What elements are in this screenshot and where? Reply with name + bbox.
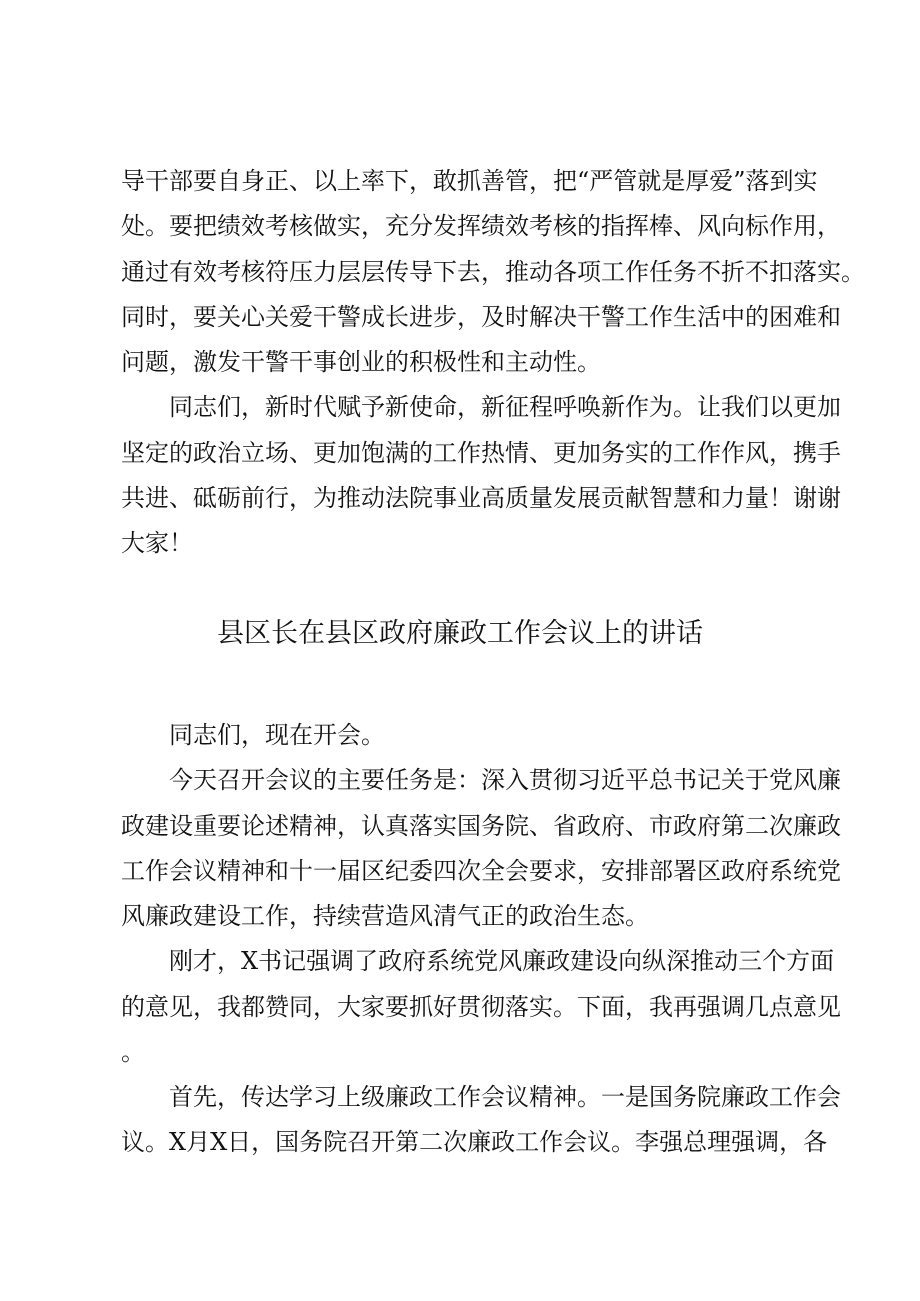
paragraph-line: 首先，传达学习上级廉政工作会议精神。一是国务院廉政工作会 (169, 1083, 841, 1111)
paragraph-line: 风廉政建设工作，持续营造风清气正的政治生态。 (121, 902, 649, 930)
paragraph-line: 坚定的政治立场、更加饱满的工作热情、更加务实的工作作风，携手 (121, 439, 841, 467)
paragraph-line: 同时，要关心关爱干警成长进步，及时解决干警工作生活中的困难和 (121, 303, 841, 331)
paragraph-line: 问题，激发干警干事创业的积极性和主动性。 (121, 348, 601, 376)
paragraph-line: 同志们，新时代赋予新使命，新征程呼唤新作为。让我们以更加 (169, 393, 841, 421)
paragraph-line: 刚才，X书记强调了政府系统党风廉政建设向纵深推动三个方面 (169, 947, 835, 975)
paragraph-line: 通过有效考核符压力层层传导下去，推动各项工作任务不折不扣落实。 (121, 258, 865, 286)
paragraph-line: 同志们，现在开会。 (169, 721, 385, 749)
paragraph-line: 议。X月X日，国务院召开第二次廉政工作会议。李强总理强调，各 (121, 1128, 828, 1156)
paragraph-line: 处。要把绩效考核做实，充分发挥绩效考核的指挥棒、风向标作用， (121, 212, 841, 240)
speech-title: 县区长在县区政府廉政工作会议上的讲话 (217, 618, 703, 649)
paragraph-line: 政建设重要论述精神，认真落实国务院、省政府、市政府第二次廉政 (121, 812, 841, 840)
paragraph-line: 导干部要自身正、以上率下，敢抓善管，把“严管就是厚爱”落到实 (121, 167, 818, 195)
paragraph-line: 工作会议精神和十一届区纪委四次全会要求，安排部署区政府系统党 (121, 857, 841, 885)
paragraph-line: 大家！ (121, 529, 193, 557)
paragraph-line: 。 (121, 1038, 145, 1066)
paragraph-line: 今天召开会议的主要任务是：深入贯彻习近平总书记关于党风廉 (169, 766, 841, 794)
paragraph-line: 共进、砥砺前行，为推动法院事业高质量发展贡献智慧和力量！谢谢 (121, 484, 841, 512)
paragraph-line: 的意见，我都赞同，大家要抓好贯彻落实。下面，我再强调几点意见 (121, 993, 841, 1021)
